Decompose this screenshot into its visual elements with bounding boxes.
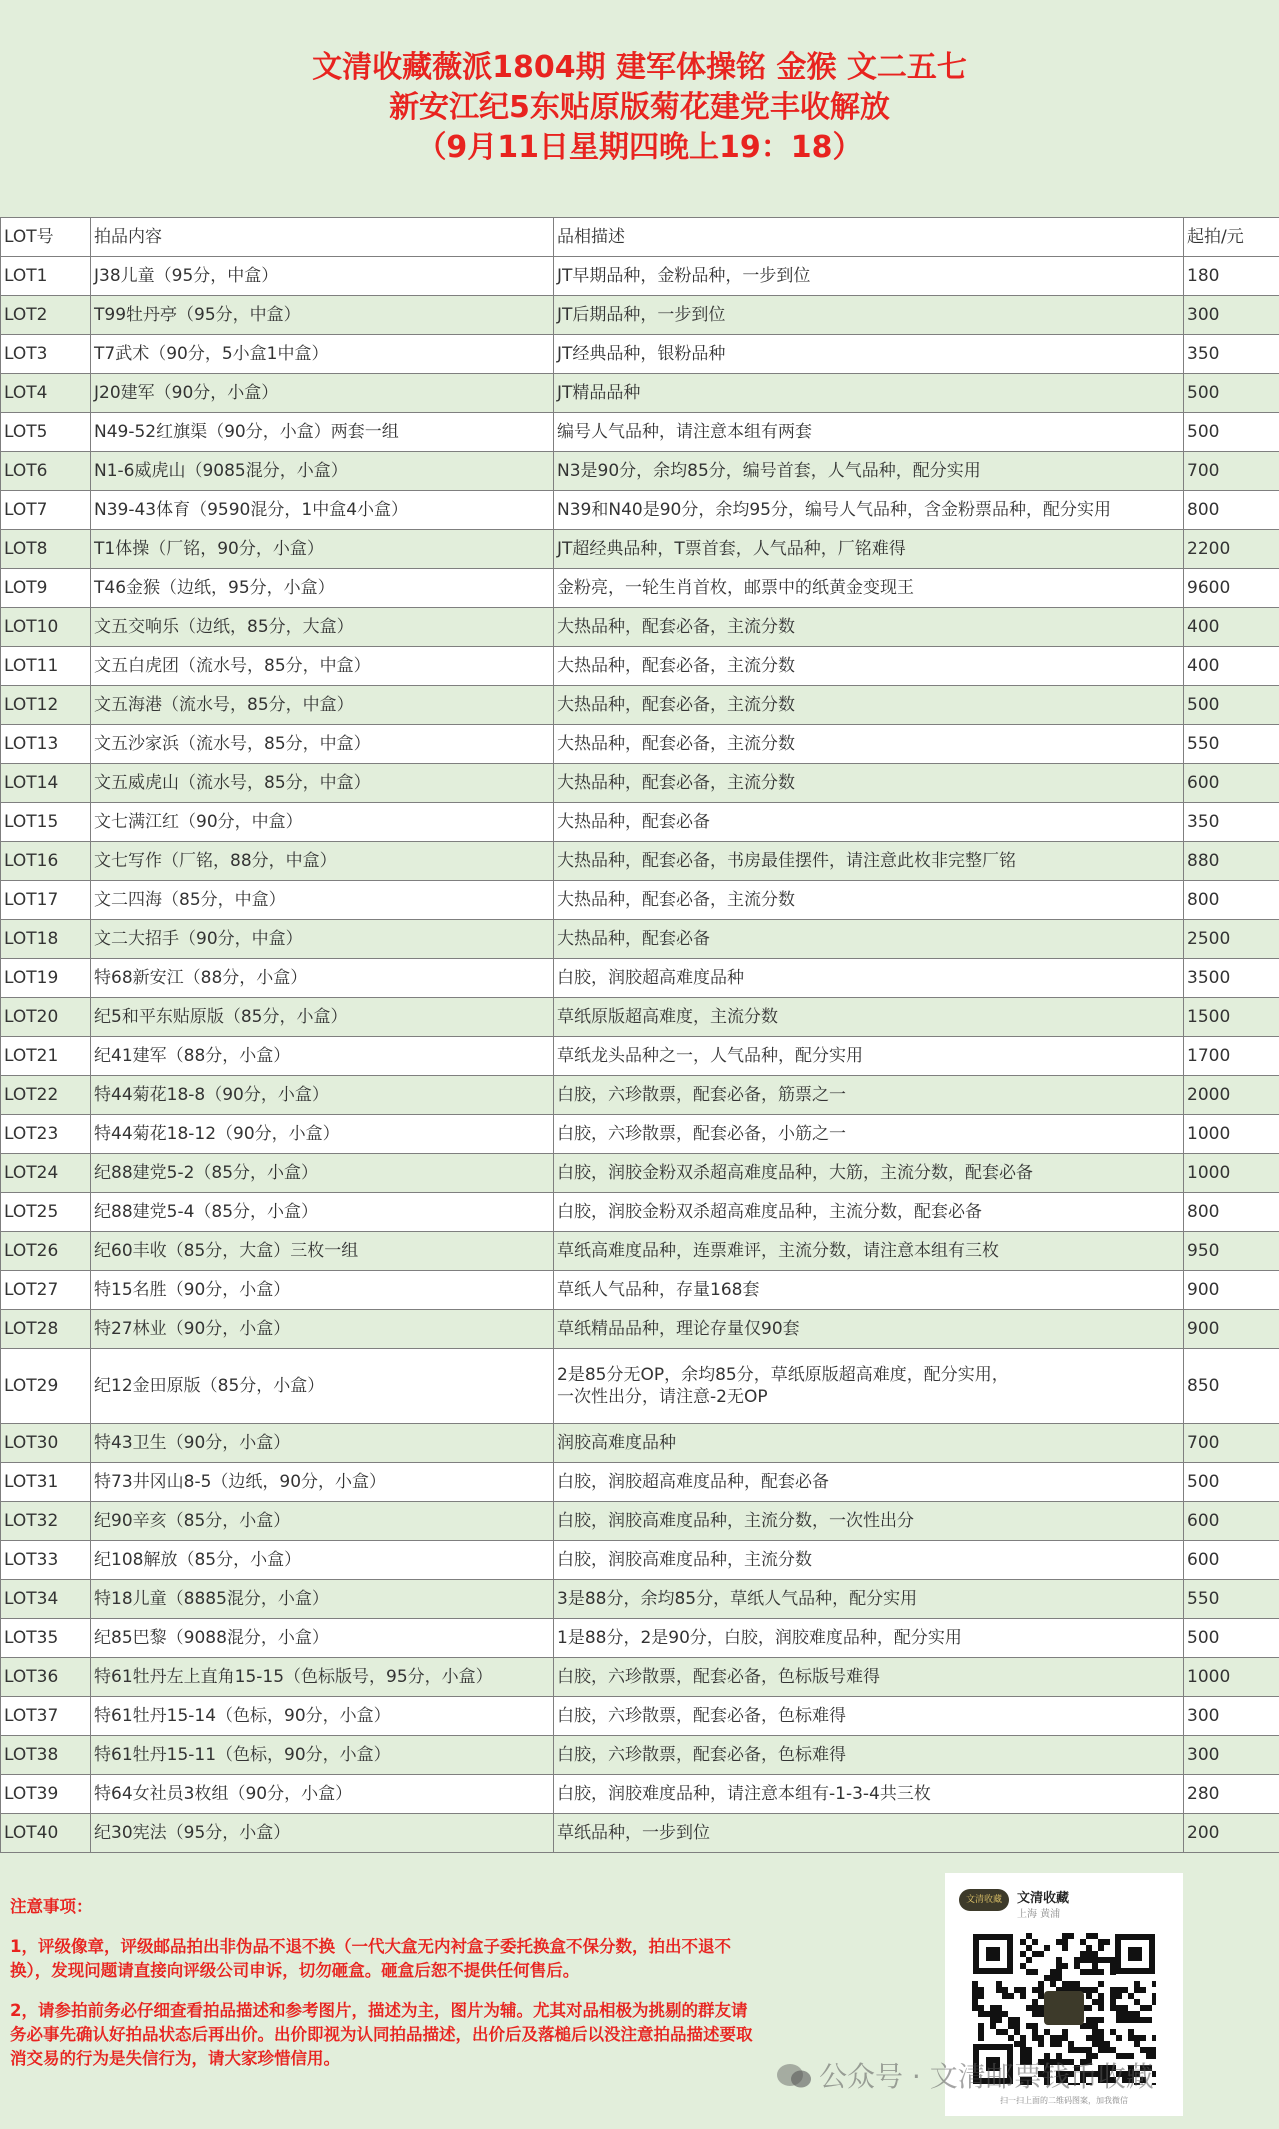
cell-content: 纪12金田原版（85分，小盒） <box>91 1349 554 1424</box>
cell-description: 白胶，六珍散票，配套必备，色标难得 <box>554 1736 1184 1775</box>
table-row <box>1 1115 1279 1154</box>
table-row <box>1 296 1279 335</box>
cell-content: T46金猴（边纸，95分，小盒） <box>91 569 554 608</box>
cell-content: 特44菊花18-12（90分，小盒） <box>91 1115 554 1154</box>
account-name: 文清收藏 <box>1017 1891 1070 1906</box>
table-row <box>1 1037 1279 1076</box>
table-row <box>1 803 1279 842</box>
title-line-1: 文清收藏薇派1804期 建军体操铭 金猴 文二五七 <box>312 50 967 85</box>
cell-lot: LOT2 <box>1 296 91 335</box>
cell-content: 文五白虎团（流水号，85分，中盒） <box>91 647 554 686</box>
cell-start-price: 600 <box>1184 1502 1279 1541</box>
cell-lot: LOT36 <box>1 1658 91 1697</box>
cell-lot: LOT15 <box>1 803 91 842</box>
cell-start-price: 950 <box>1184 1232 1279 1271</box>
cell-lot: LOT34 <box>1 1580 91 1619</box>
cell-start-price: 600 <box>1184 764 1279 803</box>
cell-content: N49-52红旗渠（90分，小盒）两套一组 <box>91 413 554 452</box>
table-row <box>1 959 1279 998</box>
table-row <box>1 1076 1279 1115</box>
table-row <box>1 335 1279 374</box>
cell-description: N3是90分，余均85分，编号首套，人气品种，配分实用 <box>554 452 1184 491</box>
cell-lot: LOT26 <box>1 1232 91 1271</box>
cell-start-price: 300 <box>1184 296 1279 335</box>
title-line-2: 新安江纪5东贴原版菊花建党丰收解放 <box>389 90 890 125</box>
table-row <box>1 452 1279 491</box>
cell-content: 纪41建军（88分，小盒） <box>91 1037 554 1076</box>
cell-start-price: 200 <box>1184 1814 1279 1853</box>
notes-section <box>10 1895 755 2087</box>
cell-start-price: 1700 <box>1184 1037 1279 1076</box>
cell-description: 大热品种，配套必备，主流分数 <box>554 764 1184 803</box>
cell-description: 1是88分，2是90分，白胶，润胶难度品种，配分实用 <box>554 1619 1184 1658</box>
cell-description: N39和N40是90分，余均95分，编号人气品种，含金粉票品种，配分实用 <box>554 491 1184 530</box>
cell-start-price: 900 <box>1184 1310 1279 1349</box>
cell-description: 白胶，六珍散票，配套必备，色标难得 <box>554 1697 1184 1736</box>
cell-lot: LOT32 <box>1 1502 91 1541</box>
title-line-3: （9月11日星期四晚上19：18） <box>416 130 863 165</box>
table-row <box>1 1463 1279 1502</box>
cell-start-price: 2500 <box>1184 920 1279 959</box>
cell-start-price: 550 <box>1184 1580 1279 1619</box>
cell-start-price: 400 <box>1184 647 1279 686</box>
cell-lot: LOT6 <box>1 452 91 491</box>
cell-content: N1-6威虎山（9085混分，小盒） <box>91 452 554 491</box>
cell-content: 纪60丰收（85分，大盒）三枚一组 <box>91 1232 554 1271</box>
cell-description: 草纸高难度品种，连票难评，主流分数，请注意本组有三枚 <box>554 1232 1184 1271</box>
table-row <box>1 608 1279 647</box>
cell-description: JT超经典品种，T票首套，人气品种，厂铭难得 <box>554 530 1184 569</box>
cell-content: 文七写作（厂铭，88分，中盒） <box>91 842 554 881</box>
page-title <box>0 48 1279 168</box>
header-description: 品相描述 <box>554 218 1184 257</box>
cell-lot: LOT23 <box>1 1115 91 1154</box>
table-row <box>1 1310 1279 1349</box>
cell-lot: LOT39 <box>1 1775 91 1814</box>
cell-start-price: 350 <box>1184 803 1279 842</box>
cell-start-price: 800 <box>1184 1193 1279 1232</box>
cell-start-price: 280 <box>1184 1775 1279 1814</box>
cell-description: 大热品种，配套必备 <box>554 803 1184 842</box>
cell-start-price: 300 <box>1184 1736 1279 1775</box>
cell-description: 草纸品种，一步到位 <box>554 1814 1184 1853</box>
cell-description: 白胶，六珍散票，配套必备，筋票之一 <box>554 1076 1184 1115</box>
cell-lot: LOT5 <box>1 413 91 452</box>
cell-description: 大热品种，配套必备，主流分数 <box>554 725 1184 764</box>
cell-description: 白胶，润胶金粉双杀超高难度品种，大筋，主流分数，配套必备 <box>554 1154 1184 1193</box>
table-row <box>1 842 1279 881</box>
cell-description: 大热品种，配套必备，主流分数 <box>554 608 1184 647</box>
cell-start-price: 850 <box>1184 1349 1279 1424</box>
table-row <box>1 1697 1279 1736</box>
cell-start-price: 3500 <box>1184 959 1279 998</box>
cell-description: 编号人气品种，请注意本组有两套 <box>554 413 1184 452</box>
cell-content: 特61牡丹15-14（色标，90分，小盒） <box>91 1697 554 1736</box>
table-row <box>1 881 1279 920</box>
cell-lot: LOT18 <box>1 920 91 959</box>
cell-lot: LOT29 <box>1 1349 91 1424</box>
cell-start-price: 550 <box>1184 725 1279 764</box>
cell-lot: LOT13 <box>1 725 91 764</box>
cell-content: 特18儿童（8885混分，小盒） <box>91 1580 554 1619</box>
cell-lot: LOT35 <box>1 1619 91 1658</box>
brand-logo: 文清收藏 <box>959 1889 1009 1911</box>
note-item: 2，请参拍前务必仔细查看拍品描述和参考图片，描述为主，图片为辅。尤其对品相极为挑剔的群友请务必事先确认好拍品状态后再出价。出价即视为认同拍品描述，出价后及落槌后以没注意拍品描述要取消交易的行为是失信行为，请大家珍惜信用。 <box>10 2001 753 2068</box>
table-row <box>1 920 1279 959</box>
cell-content: 特27林业（90分，小盒） <box>91 1310 554 1349</box>
cell-start-price: 400 <box>1184 608 1279 647</box>
table-row <box>1 686 1279 725</box>
cell-content: T7武术（90分，5小盒1中盒） <box>91 335 554 374</box>
cell-lot: LOT24 <box>1 1154 91 1193</box>
cell-start-price: 300 <box>1184 1697 1279 1736</box>
cell-content: 文五沙家浜（流水号，85分，中盒） <box>91 725 554 764</box>
cell-lot: LOT22 <box>1 1076 91 1115</box>
cell-start-price: 800 <box>1184 491 1279 530</box>
cell-description: 白胶，六珍散票，配套必备，小筋之一 <box>554 1115 1184 1154</box>
cell-content: 文五海港（流水号，85分，中盒） <box>91 686 554 725</box>
cell-description: 润胶高难度品种 <box>554 1424 1184 1463</box>
cell-lot: LOT20 <box>1 998 91 1037</box>
table-row <box>1 374 1279 413</box>
note-item: 1，评级像章，评级邮品拍出非伪品不退不换（一代大盒无内衬盒子委托换盒不保分数，拍出不退不换），发现问题请直接向评级公司申诉，切勿砸盒。砸盒后恕不提供任何售后。 <box>10 1937 731 1980</box>
cell-description: 白胶，润胶高难度品种，主流分数，一次性出分 <box>554 1502 1184 1541</box>
table-row <box>1 569 1279 608</box>
cell-content: 特64女社员3枚组（90分，小盒） <box>91 1775 554 1814</box>
cell-lot: LOT31 <box>1 1463 91 1502</box>
cell-description: 白胶，六珍散票，配套必备，色标版号难得 <box>554 1658 1184 1697</box>
table-row <box>1 1658 1279 1697</box>
cell-start-price: 500 <box>1184 1463 1279 1502</box>
table-row <box>1 530 1279 569</box>
cell-description: JT后期品种，一步到位 <box>554 296 1184 335</box>
cell-description: 大热品种，配套必备，主流分数 <box>554 647 1184 686</box>
qr-caption: 扫一扫上面的二维码图案，加我微信 <box>1000 2096 1128 2105</box>
cell-lot: LOT9 <box>1 569 91 608</box>
cell-content: J38儿童（95分，中盒） <box>91 257 554 296</box>
cell-content: T1体操（厂铭，90分，小盒） <box>91 530 554 569</box>
table-row <box>1 1193 1279 1232</box>
cell-description: 白胶，润胶高难度品种，主流分数 <box>554 1541 1184 1580</box>
cell-lot: LOT40 <box>1 1814 91 1853</box>
cell-description: 大热品种，配套必备，主流分数 <box>554 881 1184 920</box>
cell-lot: LOT25 <box>1 1193 91 1232</box>
cell-description: 大热品种，配套必备 <box>554 920 1184 959</box>
table-row <box>1 1541 1279 1580</box>
cell-lot: LOT12 <box>1 686 91 725</box>
cell-content: 纪88建党5-4（85分，小盒） <box>91 1193 554 1232</box>
table-row <box>1 1775 1279 1814</box>
cell-description: JT早期品种，金粉品种，一步到位 <box>554 257 1184 296</box>
table-row <box>1 1154 1279 1193</box>
header-content: 拍品内容 <box>91 218 554 257</box>
cell-lot: LOT19 <box>1 959 91 998</box>
cell-content: J20建军（90分，小盒） <box>91 374 554 413</box>
cell-content: 特68新安江（88分，小盒） <box>91 959 554 998</box>
cell-start-price: 350 <box>1184 335 1279 374</box>
cell-content: 文二大招手（90分，中盒） <box>91 920 554 959</box>
cell-content: 特61牡丹15-11（色标，90分，小盒） <box>91 1736 554 1775</box>
table-row <box>1 1580 1279 1619</box>
cell-start-price: 880 <box>1184 842 1279 881</box>
header-lot: LOT号 <box>1 218 91 257</box>
cell-content: 特44菊花18-8（90分，小盒） <box>91 1076 554 1115</box>
cell-content: 特15名胜（90分，小盒） <box>91 1271 554 1310</box>
cell-content: 纪108解放（85分，小盒） <box>91 1541 554 1580</box>
cell-start-price: 1500 <box>1184 998 1279 1037</box>
table-row <box>1 1424 1279 1463</box>
cell-content: 纪88建党5-2（85分，小盒） <box>91 1154 554 1193</box>
account-location: 上海 黄浦 <box>1017 1909 1061 1920</box>
cell-content: 文二四海（85分，中盒） <box>91 881 554 920</box>
cell-content: 纪85巴黎（9088混分，小盒） <box>91 1619 554 1658</box>
cell-start-price: 600 <box>1184 1541 1279 1580</box>
cell-start-price: 1000 <box>1184 1154 1279 1193</box>
cell-description: 金粉亮，一轮生肖首枚，邮票中的纸黄金变现王 <box>554 569 1184 608</box>
table-row <box>1 1349 1279 1424</box>
cell-description: 草纸人气品种，存量168套 <box>554 1271 1184 1310</box>
cell-start-price: 2000 <box>1184 1076 1279 1115</box>
cell-description: 白胶，润胶难度品种，请注意本组有-1-3-4共三枚 <box>554 1775 1184 1814</box>
cell-content: 纪5和平东贴原版（85分，小盒） <box>91 998 554 1037</box>
cell-content: 文七满江红（90分，中盒） <box>91 803 554 842</box>
cell-start-price: 700 <box>1184 1424 1279 1463</box>
cell-description: 草纸龙头品种之一，人气品种，配分实用 <box>554 1037 1184 1076</box>
notes-title: 注意事项： <box>10 1897 93 1916</box>
cell-description: 白胶，润胶金粉双杀超高难度品种，主流分数，配套必备 <box>554 1193 1184 1232</box>
cell-description: 大热品种，配套必备，书房最佳摆件，请注意此枚非完整厂铭 <box>554 842 1184 881</box>
cell-lot: LOT7 <box>1 491 91 530</box>
cell-lot: LOT38 <box>1 1736 91 1775</box>
cell-start-price: 180 <box>1184 257 1279 296</box>
cell-description: 白胶，润胶超高难度品种，配套必备 <box>554 1463 1184 1502</box>
cell-content: 文五交响乐（边纸，85分，大盒） <box>91 608 554 647</box>
cell-description: 草纸原版超高难度，主流分数 <box>554 998 1184 1037</box>
cell-start-price: 500 <box>1184 1619 1279 1658</box>
table-row <box>1 1502 1279 1541</box>
cell-lot: LOT21 <box>1 1037 91 1076</box>
cell-start-price: 9600 <box>1184 569 1279 608</box>
table-row <box>1 1619 1279 1658</box>
cell-content: 特73井冈山8-5（边纸，90分，小盒） <box>91 1463 554 1502</box>
cell-lot: LOT4 <box>1 374 91 413</box>
cell-description: JT精品品种 <box>554 374 1184 413</box>
cell-description: 3是88分，余均85分，草纸人气品种，配分实用 <box>554 1580 1184 1619</box>
cell-description: 大热品种，配套必备，主流分数 <box>554 686 1184 725</box>
cell-start-price: 500 <box>1184 413 1279 452</box>
table-row <box>1 491 1279 530</box>
auction-lot-table <box>0 217 1279 1853</box>
cell-start-price: 900 <box>1184 1271 1279 1310</box>
cell-start-price: 500 <box>1184 374 1279 413</box>
table-row <box>1 257 1279 296</box>
cell-content: 文五威虎山（流水号，85分，中盒） <box>91 764 554 803</box>
table-row <box>1 1232 1279 1271</box>
table-row <box>1 1736 1279 1775</box>
cell-start-price: 700 <box>1184 452 1279 491</box>
cell-start-price: 800 <box>1184 881 1279 920</box>
cell-lot: LOT37 <box>1 1697 91 1736</box>
cell-start-price: 1000 <box>1184 1658 1279 1697</box>
cell-content: N39-43体育（9590混分，1中盒4小盒） <box>91 491 554 530</box>
cell-start-price: 1000 <box>1184 1115 1279 1154</box>
cell-lot: LOT11 <box>1 647 91 686</box>
table-row <box>1 764 1279 803</box>
cell-description: 2是85分无OP，余均85分，草纸原版超高难度，配分实用， 一次性出分，请注意-2无OP <box>554 1349 1184 1424</box>
cell-content: T99牡丹亭（95分，中盒） <box>91 296 554 335</box>
cell-lot: LOT1 <box>1 257 91 296</box>
cell-lot: LOT3 <box>1 335 91 374</box>
cell-content: 特43卫生（90分，小盒） <box>91 1424 554 1463</box>
cell-lot: LOT14 <box>1 764 91 803</box>
cell-lot: LOT8 <box>1 530 91 569</box>
watermark-text: 公众号 · 文清邮票钱币收藏 <box>819 2060 1154 2093</box>
cell-lot: LOT28 <box>1 1310 91 1349</box>
cell-lot: LOT17 <box>1 881 91 920</box>
table-row <box>1 647 1279 686</box>
table-row <box>1 413 1279 452</box>
cell-description: JT经典品种，银粉品种 <box>554 335 1184 374</box>
cell-lot: LOT10 <box>1 608 91 647</box>
cell-content: 纪90辛亥（85分，小盒） <box>91 1502 554 1541</box>
cell-description: 白胶，润胶超高难度品种 <box>554 959 1184 998</box>
table-header-row <box>1 218 1279 257</box>
cell-content: 纪30宪法（95分，小盒） <box>91 1814 554 1853</box>
table-row <box>1 1814 1279 1853</box>
header-start-price: 起拍/元 <box>1184 218 1279 257</box>
wechat-watermark <box>775 2055 1154 2095</box>
cell-start-price: 2200 <box>1184 530 1279 569</box>
cell-lot: LOT16 <box>1 842 91 881</box>
cell-start-price: 500 <box>1184 686 1279 725</box>
table-row <box>1 998 1279 1037</box>
cell-description: 草纸精品品种，理论存量仅90套 <box>554 1310 1184 1349</box>
table-row <box>1 725 1279 764</box>
cell-lot: LOT33 <box>1 1541 91 1580</box>
cell-lot: LOT30 <box>1 1424 91 1463</box>
cell-content: 特61牡丹左上直角15-15（色标版号，95分，小盒） <box>91 1658 554 1697</box>
cell-lot: LOT27 <box>1 1271 91 1310</box>
table-row <box>1 1271 1279 1310</box>
wechat-icon <box>775 2062 813 2090</box>
